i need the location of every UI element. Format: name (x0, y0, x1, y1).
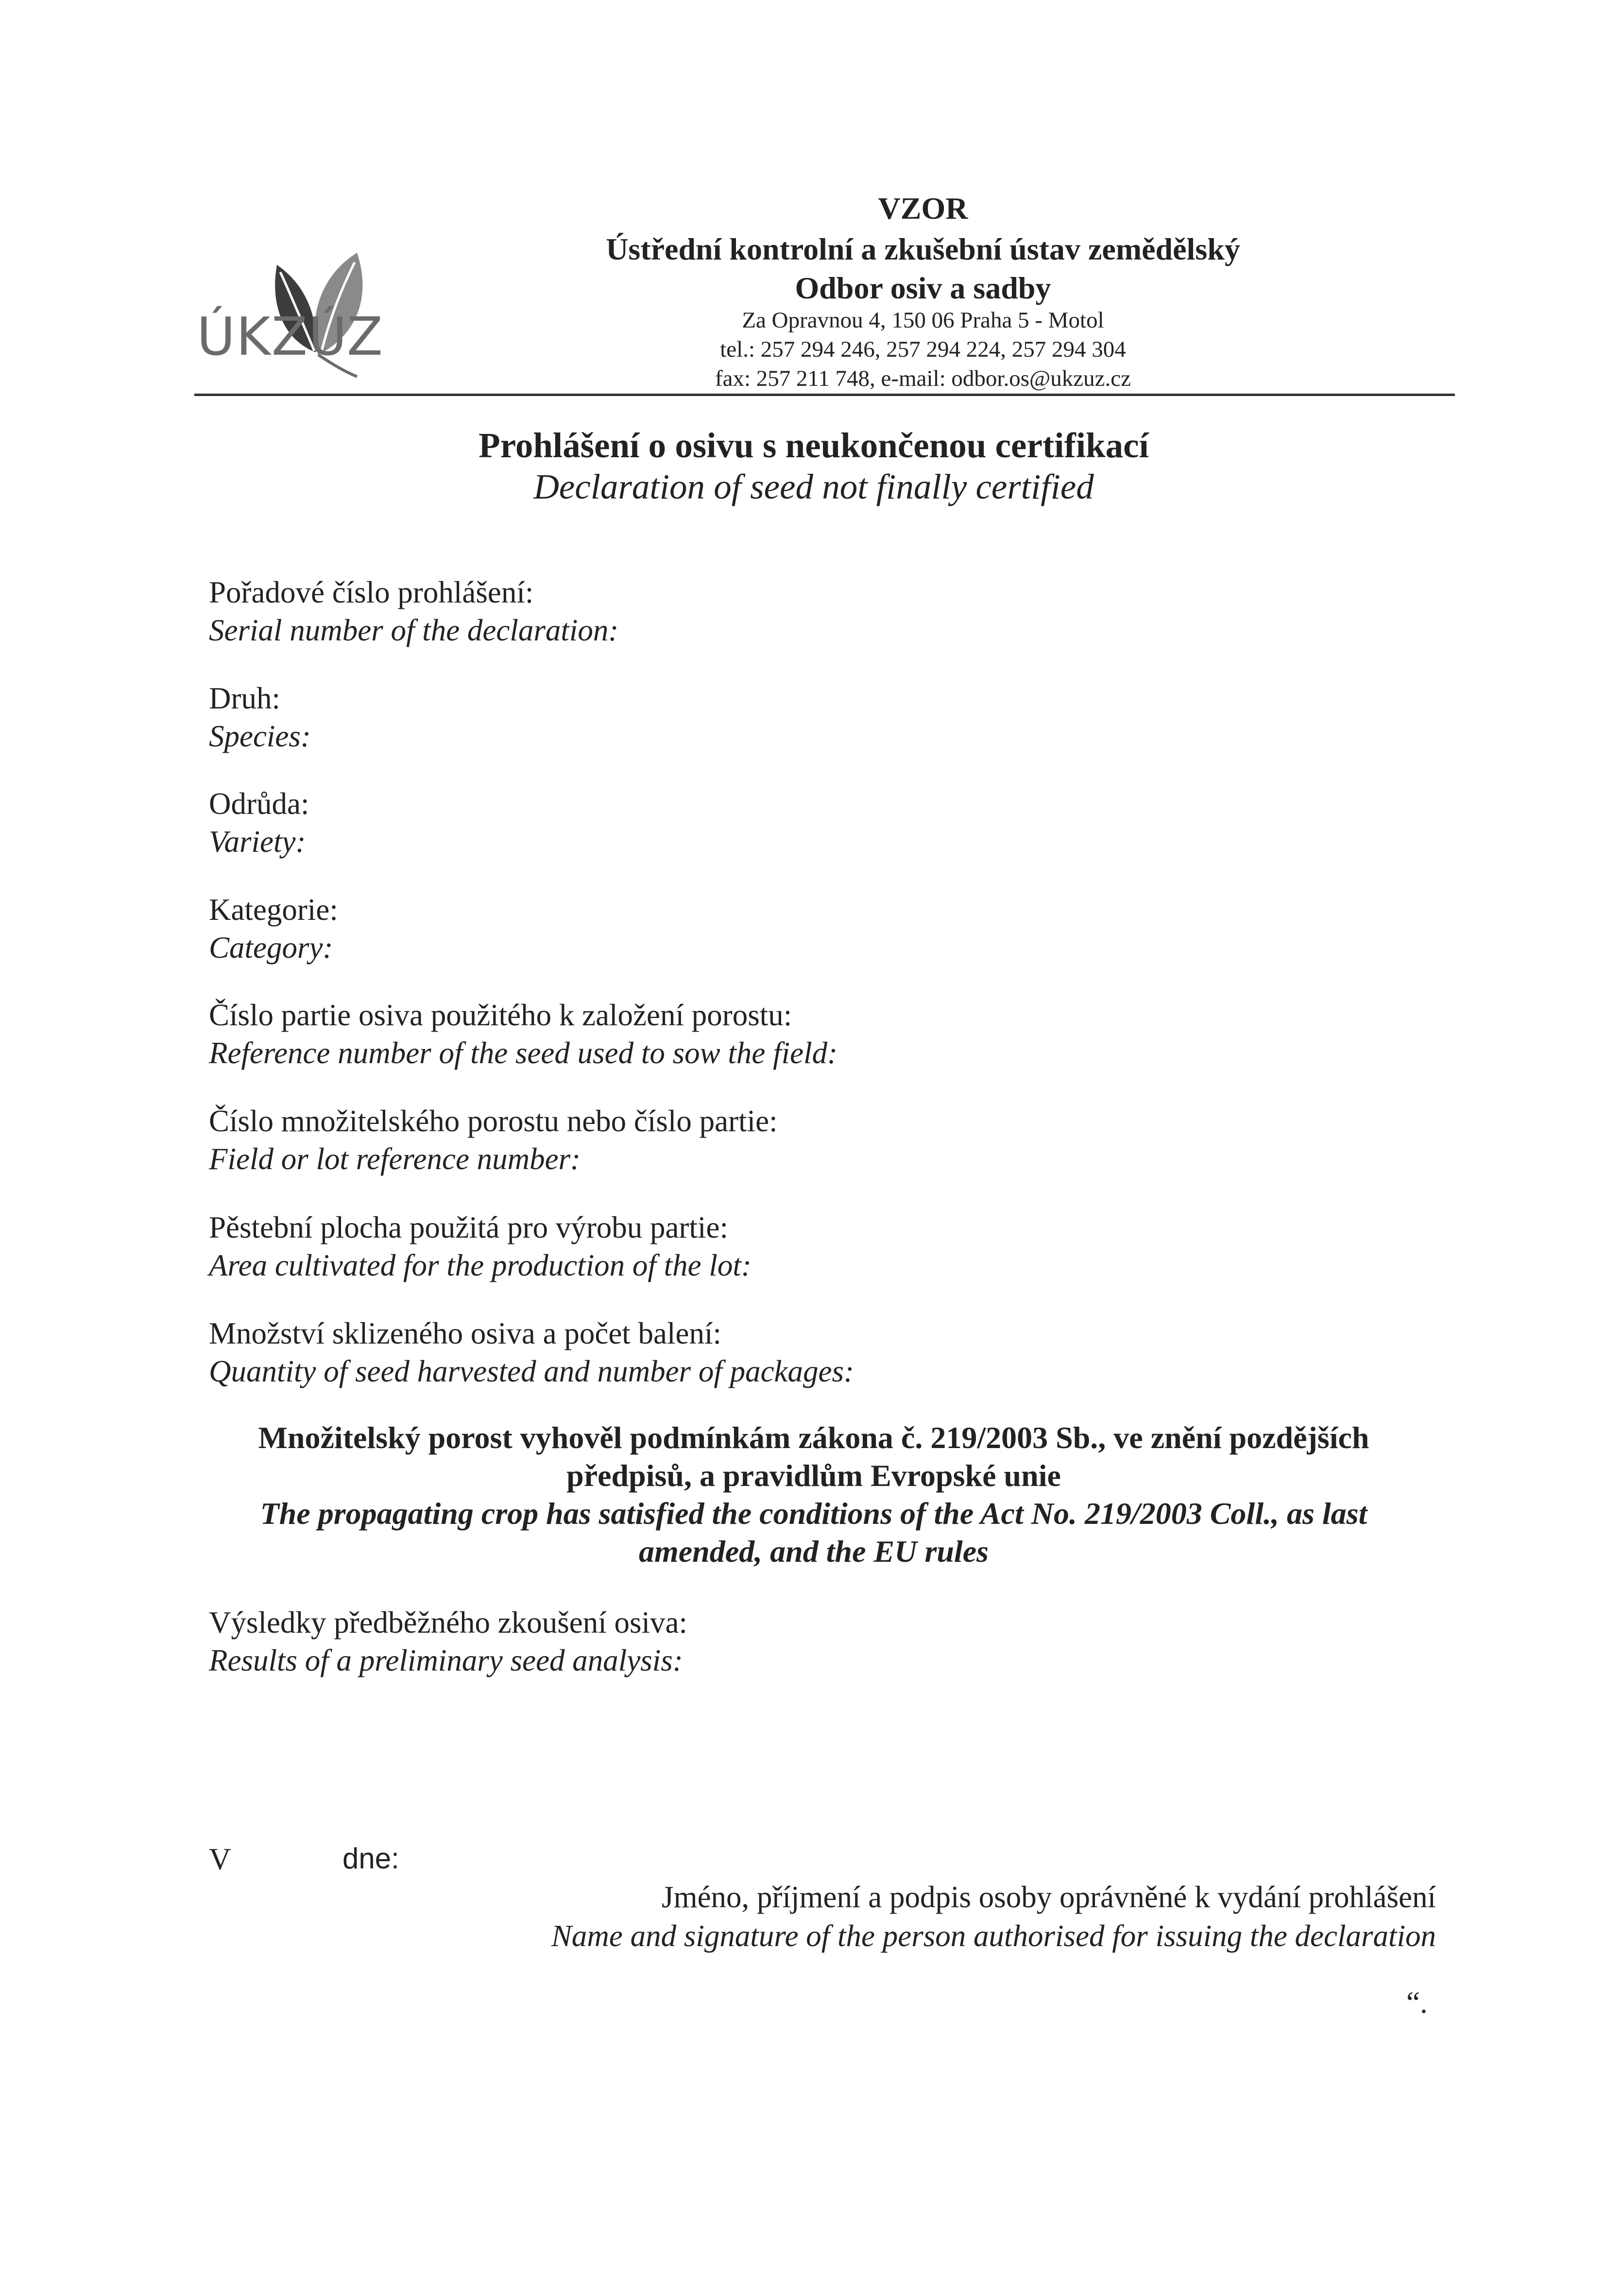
field-label-en: Variety: (209, 825, 306, 859)
field-label-cz: Číslo partie osiva použitého k založení porostu: (209, 998, 792, 1032)
statement-en-line-1: The propagating crop has satisfied the conditions of the Act No. 219/2003 Coll., as last (260, 1496, 1367, 1531)
field-label-en: Reference number of the seed used to sow the field: (209, 1036, 838, 1070)
document-title-cz: Prohlášení o osivu s neukončenou certifikací (478, 426, 1149, 465)
field-serial-number (209, 573, 618, 649)
address: Za Opravnou 4, 150 06 Praha 5 - Motol (742, 308, 1104, 333)
field-label-cz: Číslo množitelského porostu nebo číslo partie: (209, 1104, 778, 1138)
field-label-cz: Kategorie: (209, 893, 338, 927)
field-label-en: Area cultivated for the production of the lot: (209, 1248, 752, 1282)
institute-name: Ústřední kontrolní a zkušební ústav zemědělský (606, 232, 1240, 266)
date-label: dne: (342, 1842, 399, 1875)
statement-cz-line-2: předpisů, a pravidlům Evropské unie (566, 1458, 1061, 1493)
field-lot-reference (209, 1102, 778, 1178)
template-label: VZOR (878, 191, 968, 225)
compliance-statement (194, 1419, 1433, 1571)
field-label-cz: Pěstební plocha použitá pro výrobu partie: (209, 1210, 728, 1244)
field-seed-reference (209, 996, 837, 1072)
field-label-en: Serial number of the declaration: (209, 613, 619, 647)
field-preliminary-results (209, 1604, 687, 1679)
statement-en-line-2: amended, and the EU rules (638, 1534, 989, 1569)
logo-wordmark: ÚKZÚZ (197, 307, 384, 367)
field-label-en: Category: (209, 931, 333, 965)
department-name: Odbor osiv a sadby (795, 271, 1051, 305)
field-label-en: Species: (209, 719, 311, 753)
field-label-en: Field or lot reference number: (209, 1142, 581, 1176)
field-species (209, 679, 311, 755)
field-label-cz: Množství sklizeného osiva a počet balení: (209, 1316, 721, 1350)
field-label-cz: Pořadové číslo prohlášení: (209, 575, 534, 609)
signature-caption-en: Name and signature of the person authorised for issuing the declaration (551, 1919, 1436, 1953)
field-label-en: Results of a preliminary seed analysis: (209, 1643, 683, 1677)
field-label-en: Quantity of seed harvested and number of packages: (209, 1354, 854, 1388)
field-label-cz: Odrůda: (209, 787, 309, 821)
field-category (209, 891, 338, 967)
telephone: tel.: 257 294 246, 257 294 224, 257 294 304 (720, 337, 1126, 362)
statement-cz-line-1: Množitelský porost vyhověl podmínkám zákona č. 219/2003 Sb., ve znění pozdějších (258, 1420, 1369, 1455)
fax-email: fax: 257 211 748, e-mail: odbor.os@ukzuz.cz (715, 366, 1131, 391)
signature-caption-cz: Jméno, příjmení a podpis osoby oprávněné k vydání prohlášení (662, 1880, 1436, 1914)
field-label-cz: Výsledky předběžného zkoušení osiva: (209, 1605, 687, 1640)
field-variety (209, 785, 309, 861)
header-divider (194, 394, 1455, 396)
place-label: V (209, 1842, 231, 1876)
document-title-en: Declaration of seed not finally certified (533, 467, 1094, 506)
field-area-cultivated (209, 1208, 752, 1284)
field-quantity-harvested (209, 1314, 854, 1390)
closing-quote-mark: “. (1406, 1985, 1428, 2020)
field-label-cz: Druh: (209, 681, 280, 715)
